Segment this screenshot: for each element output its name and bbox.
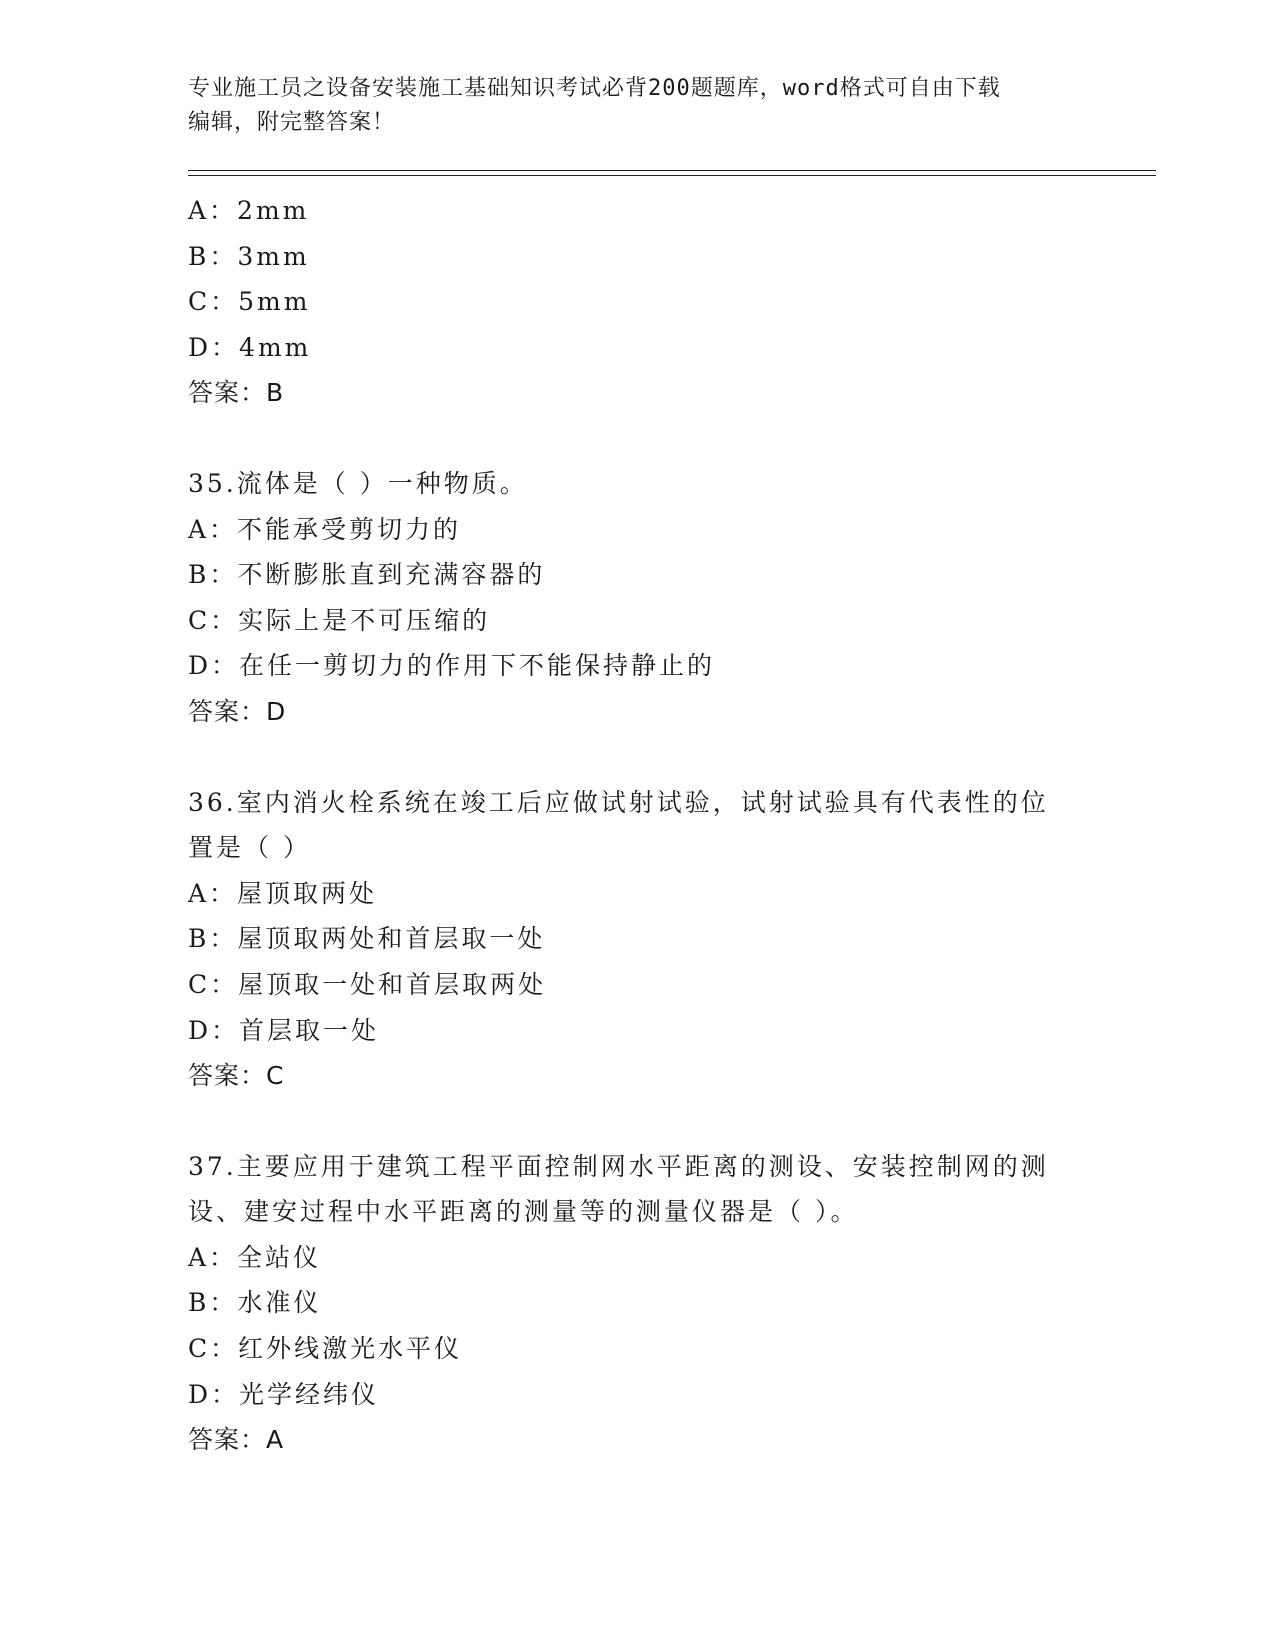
answer-line: 答案：B: [188, 378, 285, 408]
document-header: [188, 72, 1088, 140]
option-c: C：实际上是不可压缩的: [188, 605, 491, 635]
option-a: A：不能承受剪切力的: [188, 514, 462, 544]
question-stem-line-1: 37.主要应用于建筑工程平面控制网水平距离的测设、安装控制网的测: [188, 1151, 1049, 1181]
question-stem-line-2: 设、建安过程中水平距离的测量等的测量仪器是（ ）。: [188, 1197, 859, 1227]
header-divider-bottom: [188, 175, 1156, 176]
header-title-line-2: 编辑，附完整答案！: [188, 110, 396, 135]
question-35: [188, 461, 1088, 735]
answer-line: 答案：A: [188, 1425, 285, 1455]
option-b: B：水准仪: [188, 1288, 322, 1318]
option-a: A：屋顶取两处: [188, 878, 378, 908]
question-stem: 35.流体是（ ）一种物质。: [188, 468, 528, 498]
question-34: [188, 188, 1088, 416]
option-d: D：在任一剪切力的作用下不能保持静止的: [188, 651, 716, 681]
answer-line: 答案：D: [188, 696, 287, 726]
option-d: D：首层取一处: [188, 1015, 380, 1045]
answer-line: 答案：C: [188, 1061, 285, 1091]
question-stem-line-2: 置是（ ）: [188, 833, 311, 863]
question-stem-line-1: 36.室内消火栓系统在竣工后应做试射试验，试射试验具有代表性的位: [188, 787, 1049, 817]
option-b: B：不断膨胀直到充满容器的: [188, 560, 546, 590]
option-d: D：4mm: [188, 332, 312, 362]
header-title-line-1: 专业施工员之设备安装施工基础知识考试必背200题题库，word格式可自由下载: [188, 76, 1001, 101]
option-a: A：全站仪: [188, 1242, 322, 1272]
option-c: C：红外线激光水平仪: [188, 1334, 463, 1364]
option-b: B：3mm: [188, 241, 310, 271]
question-36: [188, 780, 1088, 1099]
option-a: A：2mm: [188, 196, 310, 225]
option-b: B：屋顶取两处和首层取一处: [188, 924, 546, 954]
option-c: C：屋顶取一处和首层取两处: [188, 969, 547, 999]
header-divider-top: [188, 170, 1156, 171]
option-d: D：光学经纬仪: [188, 1379, 380, 1409]
option-c: C：5mm: [188, 287, 311, 317]
question-list: [188, 188, 1088, 1463]
question-37: [188, 1144, 1088, 1463]
